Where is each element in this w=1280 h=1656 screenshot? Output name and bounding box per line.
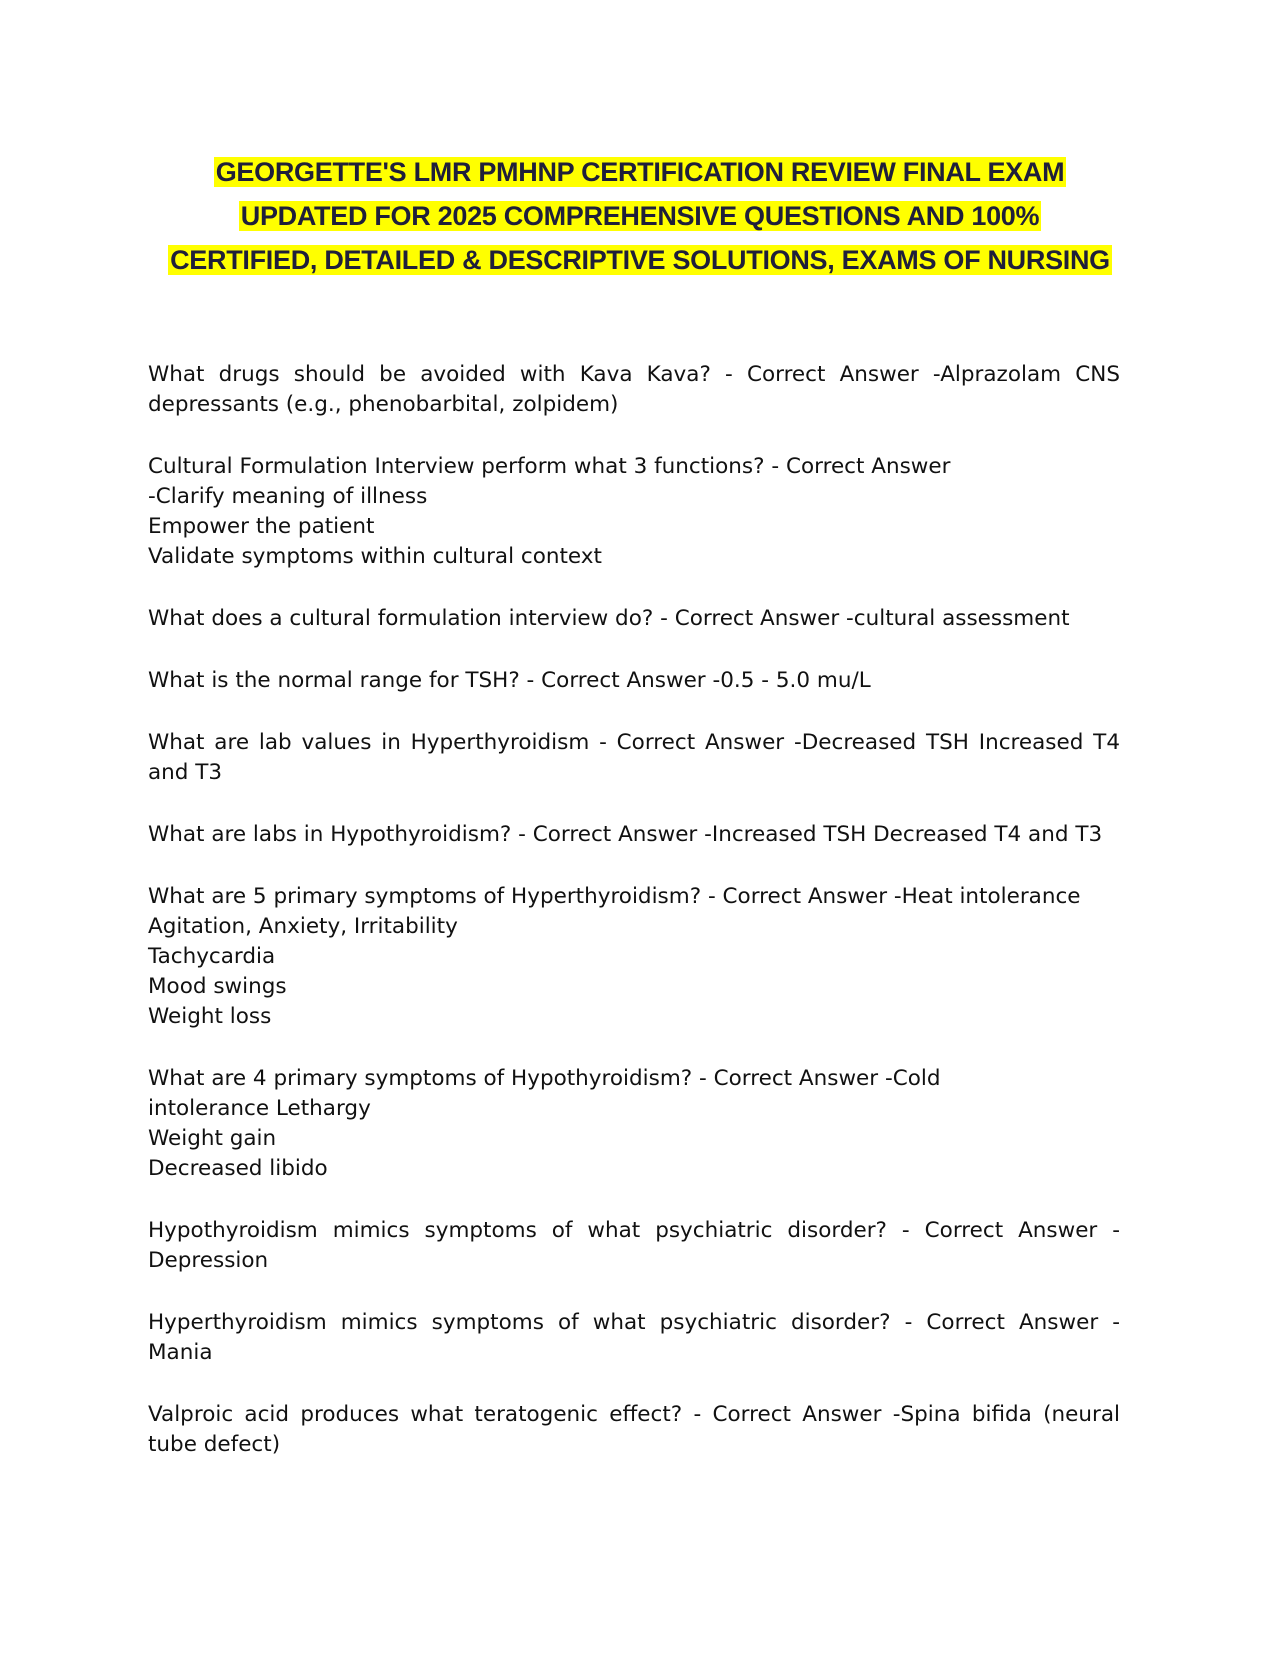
qa-item xyxy=(148,1400,1120,1460)
qa-line: What are 5 primary symptoms of Hyperthyroidism? - Correct Answer -Heat intolerance xyxy=(148,884,1081,909)
qa-item xyxy=(148,728,1120,788)
qa-line: Weight gain xyxy=(148,1126,277,1151)
qa-line: What are lab values in Hyperthyroidism - Correct Answer -Decreased TSH Increased T4 xyxy=(148,730,1120,755)
qa-line: Decreased libido xyxy=(148,1156,328,1181)
qa-item xyxy=(148,604,1120,634)
qa-line: -Clarify meaning of illness xyxy=(148,484,428,509)
qa-line: What drugs should be avoided with Kava Kava? - Correct Answer -Alprazolam CNS xyxy=(148,362,1120,387)
qa-item xyxy=(148,1216,1120,1276)
qa-line: and T3 xyxy=(148,760,223,785)
title-line: GEORGETTE'S LMR PMHNP CERTIFICATION REVIEW FINAL EXAM xyxy=(215,157,1065,187)
qa-line: Depression xyxy=(148,1248,269,1273)
document-title xyxy=(60,150,1220,282)
qa-item xyxy=(148,360,1120,420)
qa-line: Agitation, Anxiety, Irritability xyxy=(148,914,458,939)
qa-line: Validate symptoms within cultural context xyxy=(148,544,602,569)
qa-line: Mood swings xyxy=(148,974,287,999)
qa-list xyxy=(148,360,1120,1492)
qa-line: Cultural Formulation Interview perform what 3 functions? - Correct Answer xyxy=(148,454,951,479)
qa-line: Tachycardia xyxy=(148,944,276,969)
qa-line: Hypothyroidism mimics symptoms of what psychiatric disorder? - Correct Answer - xyxy=(148,1218,1120,1243)
qa-line: intolerance Lethargy xyxy=(148,1096,371,1121)
qa-item xyxy=(148,1064,1120,1184)
qa-line: Mania xyxy=(148,1340,213,1365)
qa-line: What does a cultural formulation interview do? - Correct Answer -cultural assessment xyxy=(148,606,1070,631)
qa-line: Valproic acid produces what teratogenic effect? - Correct Answer -Spina bifida (neural xyxy=(148,1402,1120,1427)
title-line: UPDATED FOR 2025 COMPREHENSIVE QUESTIONS AND 100% xyxy=(240,201,1040,231)
title-line: CERTIFIED, DETAILED & DESCRIPTIVE SOLUTIONS, EXAMS OF NURSING xyxy=(170,245,1110,275)
qa-line: tube defect) xyxy=(148,1432,281,1457)
qa-item xyxy=(148,666,1120,696)
qa-line: What are 4 primary symptoms of Hypothyroidism? - Correct Answer -Cold xyxy=(148,1066,941,1091)
qa-item xyxy=(148,452,1120,572)
qa-line: Hyperthyroidism mimics symptoms of what psychiatric disorder? - Correct Answer - xyxy=(148,1310,1120,1335)
qa-line: Empower the patient xyxy=(148,514,375,539)
qa-line: What are labs in Hypothyroidism? - Correct Answer -Increased TSH Decreased T4 and T3 xyxy=(148,822,1103,847)
qa-line: depressants (e.g., phenobarbital, zolpidem) xyxy=(148,392,619,417)
qa-item xyxy=(148,882,1120,1032)
qa-line: Weight loss xyxy=(148,1004,272,1029)
qa-item xyxy=(148,820,1120,850)
qa-line: What is the normal range for TSH? - Correct Answer -0.5 - 5.0 mu/L xyxy=(148,668,871,693)
qa-item xyxy=(148,1308,1120,1368)
